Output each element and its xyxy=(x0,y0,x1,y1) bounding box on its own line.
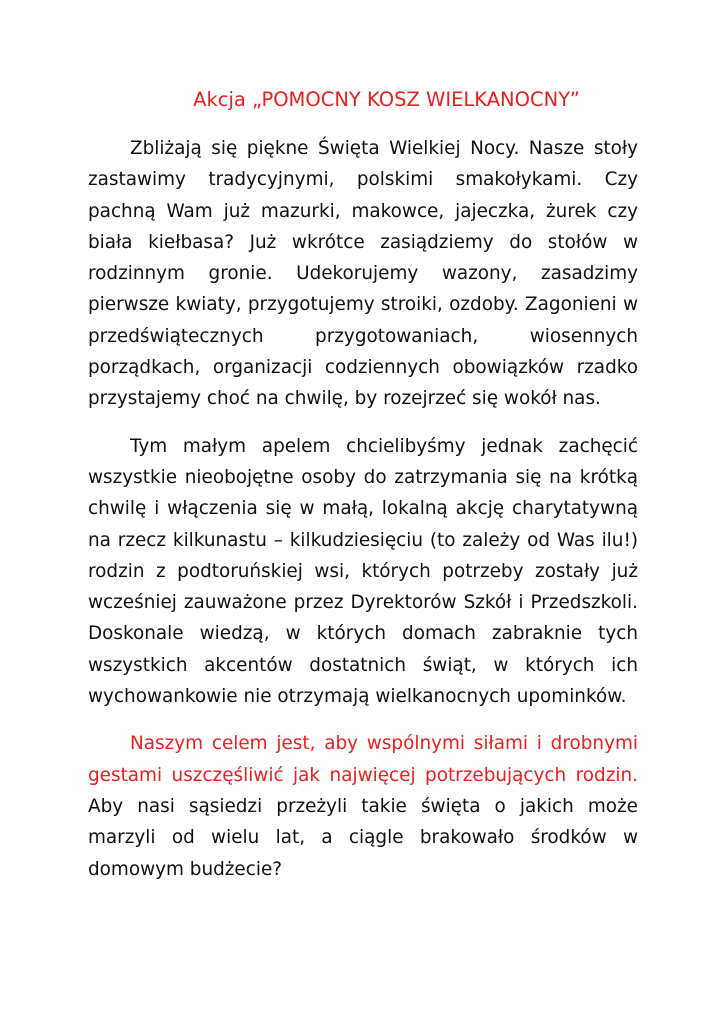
paragraph-appeal: Tym małym apelem chcielibyśmy jednak zachęcić wszystkie nieobojętne osoby do zatrzymania się na krótką chwilę i włączenia się w małą, lokalną akcję charytatywną na rzecz kilkunastu – kilkudziesięciu (to zależy od Was ilu!) rodzin z podtoruńskiej wsi, których potrzeby zostały już wcześniej zauważone przez Dyrektorów Szkół i Przedszkoli. Doskonale wiedzą, w których domach zabraknie tych wszystkich akcentów dostatnich świąt, w których ich wychowankowie nie otrzymają wielkanocnych upominków. xyxy=(88,435,638,708)
goal-highlight-text: Naszym celem jest, aby wspólnymi siłami i drobnymi gestami uszczęśliwić jak najwięcej potrzebujących rodzin. xyxy=(88,733,638,786)
document-title: Akcja „POMOCNY KOSZ WIELKANOCNY” xyxy=(193,88,580,111)
goal-question-text: Aby nasi sąsiedzi przeżyli takie święta o jakich może marzyli od wielu lat, a ciągle brakowało środków w domowym budżecie? xyxy=(88,795,638,880)
paragraph-intro: Zbliżają się piękne Święta Wielkiej Nocy. Nasze stoły zastawimy tradycyjnymi, polskimi smakołykami. Czy pachną Wam już mazurki, makowce, jajeczka, żurek czy biała kiełbasa? Już wkrótce zasiądziemy do stołów w rodzinnym gronie. Udekorujemy wazony, zasadzimy pierwsze kwiaty, przygotujemy stroiki, ozdoby. Zagonieni w przedświątecznych przygotowaniach, wiosennych porządkach, organizacji codziennych obowiązków rzadko przystajemy choć na chwilę, by rozejrzeć się wokół nas. xyxy=(88,138,638,410)
document-body xyxy=(88,133,638,885)
paragraph-goal xyxy=(88,728,638,884)
